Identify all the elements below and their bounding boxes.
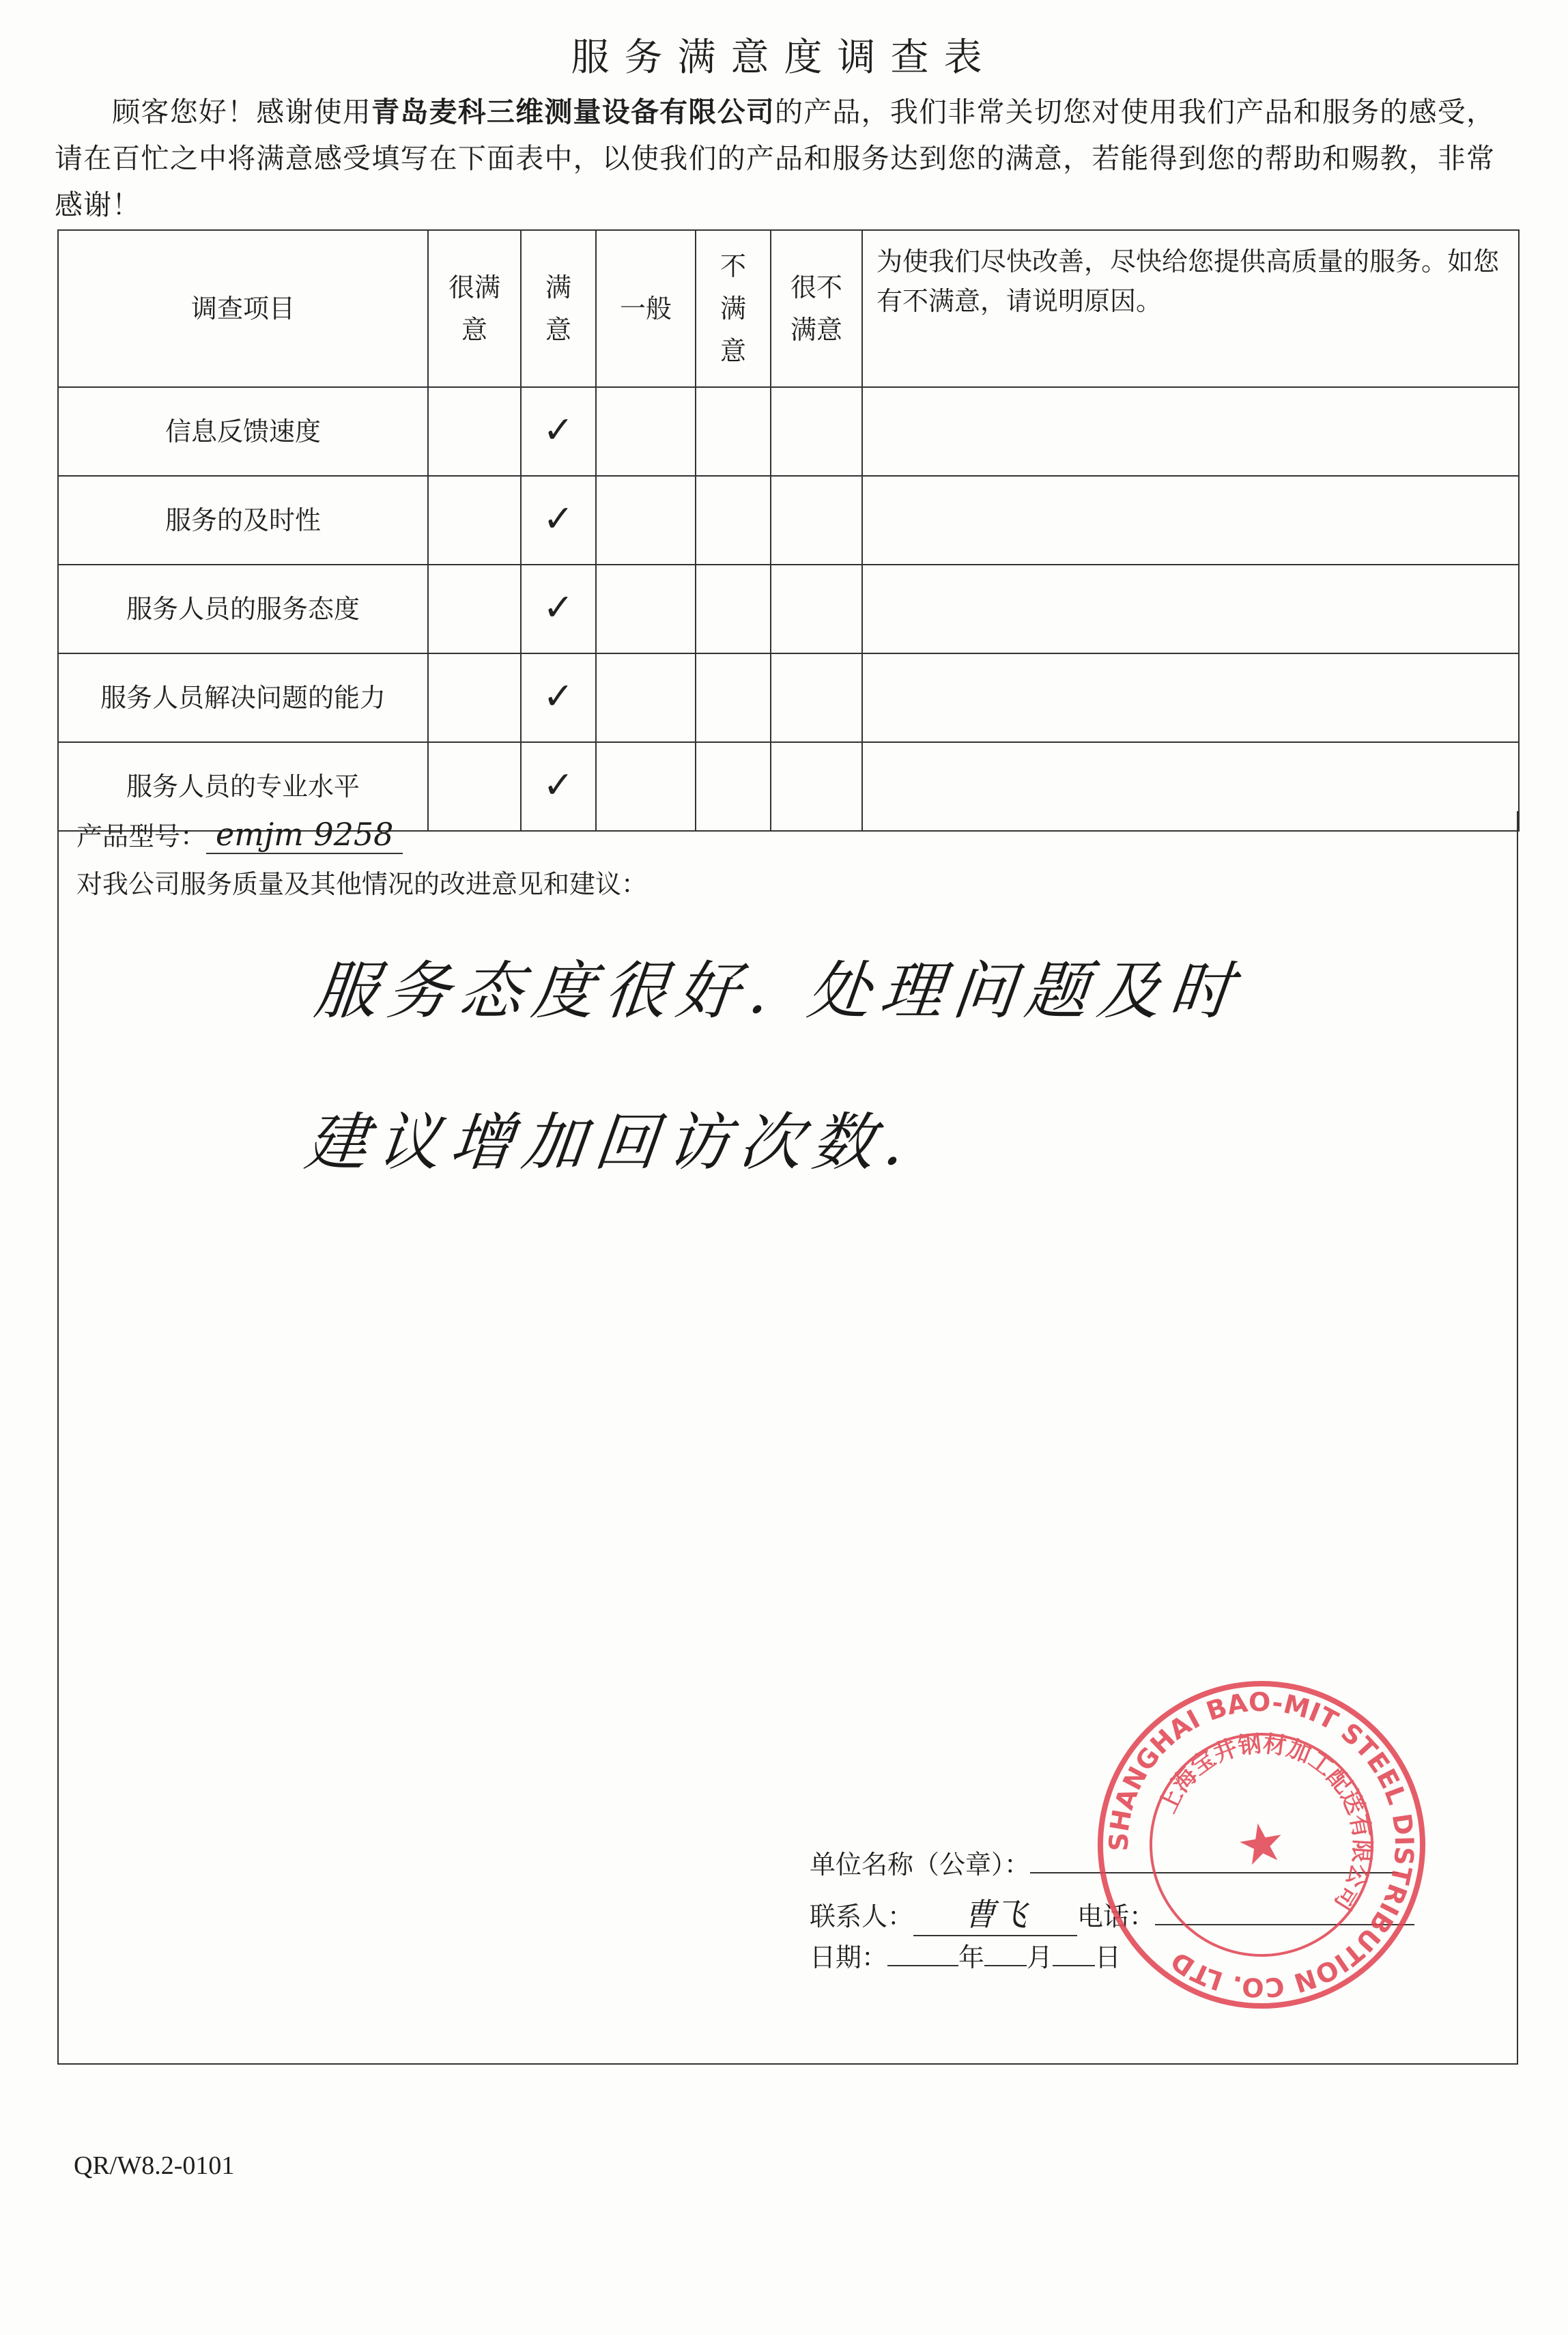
rating-cell-satisfied[interactable] — [521, 653, 596, 742]
rating-cell-average[interactable] — [596, 565, 696, 653]
check-mark-icon: ✓ — [543, 496, 574, 540]
header-unsatisfied: 不满意 — [696, 230, 771, 387]
product-model-value[interactable]: emjm 9258 — [206, 816, 403, 854]
rating-cell-average[interactable] — [596, 387, 696, 476]
rating-cell-very-satisfied[interactable] — [428, 565, 521, 653]
header-average: 一般 — [596, 230, 696, 387]
check-mark-icon: ✓ — [543, 585, 574, 629]
suggestion-line-2[interactable]: 建议增加回访次数. — [301, 1106, 918, 1179]
month-label: 月 — [1027, 1942, 1053, 1972]
survey-item-label: 信息反馈速度 — [58, 387, 428, 476]
table-row — [58, 387, 1519, 476]
header-satisfied: 满意 — [521, 230, 596, 387]
intro-before: 顾客您好！感谢使用 — [112, 96, 372, 128]
survey-table — [57, 229, 1520, 832]
product-model-label: 产品型号： — [76, 821, 207, 851]
reason-cell[interactable] — [862, 387, 1519, 476]
rating-cell-satisfied[interactable] — [521, 387, 596, 476]
reason-cell[interactable] — [862, 565, 1519, 653]
survey-item-label: 服务人员的专业水平 — [58, 742, 428, 831]
header-reason: 为使我们尽快改善，尽快给您提供高质量的服务。如您有不满意，请说明原因。 — [862, 230, 1519, 387]
survey-item-label: 服务的及时性 — [58, 476, 428, 565]
reason-cell[interactable] — [862, 476, 1519, 565]
seal-english-text: SHANGHAI BAO-MIT STEEL DISTRIBUTION CO. LTD — [1103, 1686, 1420, 2003]
suggestions-label: 对我公司服务质量及其他情况的改进意见和建议： — [76, 869, 648, 899]
survey-item-label: 服务人员的服务态度 — [58, 565, 428, 653]
seal-chinese-text: 上海宝井钢材加工配送有限公司 — [1154, 1730, 1376, 1916]
header-very-satisfied: 很满意 — [428, 230, 521, 387]
rating-cell-unsatisfied[interactable] — [696, 565, 771, 653]
rating-cell-very-unsatisfied[interactable] — [771, 565, 862, 653]
month-line[interactable] — [984, 1965, 1027, 1966]
rating-cell-average[interactable] — [596, 653, 696, 742]
day-line[interactable] — [1053, 1965, 1095, 1966]
year-label: 年 — [958, 1942, 985, 1972]
check-mark-icon: ✓ — [543, 763, 574, 806]
check-mark-icon: ✓ — [543, 408, 574, 451]
rating-cell-very-satisfied[interactable] — [428, 653, 521, 742]
intro-after: 的产品，我们非常关切您对使用我们产品和服务的感受，请在百忙之中将满意感受填写在下面表中，以使我们的产品和服务达到您的满意，若能得到您的帮助和赐教，非常感谢！ — [55, 96, 1496, 221]
table-row — [58, 653, 1519, 742]
unit-name-label: 单位名称（公章）： — [810, 1850, 1031, 1880]
company-seal-icon — [1091, 1674, 1432, 2015]
year-line[interactable] — [887, 1965, 958, 1966]
rating-cell-unsatisfied[interactable] — [696, 476, 771, 565]
product-model-row — [76, 815, 403, 854]
suggestion-line-1[interactable]: 服务态度很好. 处理问题及时 — [311, 954, 1246, 1028]
rating-cell-very-satisfied[interactable] — [428, 476, 521, 565]
rating-cell-unsatisfied[interactable] — [696, 653, 771, 742]
rating-cell-very-unsatisfied[interactable] — [771, 476, 862, 565]
rating-cell-satisfied[interactable] — [521, 565, 596, 653]
table-row — [58, 565, 1519, 653]
phone-label: 电话： — [1077, 1901, 1156, 1931]
seal-star: ★ — [1231, 1808, 1292, 1880]
header-item: 调查项目 — [58, 230, 428, 387]
contact-signature[interactable]: 曹飞 — [913, 1890, 1077, 1936]
contact-label: 联系人： — [810, 1901, 914, 1931]
table-header-row — [58, 230, 1519, 387]
table-row — [58, 476, 1519, 565]
check-mark-icon: ✓ — [543, 674, 574, 718]
rating-cell-very-unsatisfied[interactable] — [771, 653, 862, 742]
rating-cell-satisfied[interactable] — [521, 476, 596, 565]
rating-cell-average[interactable] — [596, 476, 696, 565]
date-label: 日期： — [810, 1942, 888, 1972]
form-title: 服务满意度调查表 — [571, 36, 997, 80]
rating-cell-very-satisfied[interactable] — [428, 387, 521, 476]
intro-paragraph — [55, 89, 1495, 228]
company-name: 青岛麦科三维测量设备有限公司 — [371, 96, 775, 128]
header-very-unsatisfied: 很不满意 — [771, 230, 862, 387]
survey-item-label: 服务人员解决问题的能力 — [58, 653, 428, 742]
reason-cell[interactable] — [862, 653, 1519, 742]
document-code: QR/W8.2-0101 — [74, 2151, 235, 2180]
day-label: 日 — [1095, 1942, 1122, 1972]
rating-cell-unsatisfied[interactable] — [696, 387, 771, 476]
date-row — [810, 1936, 1121, 1974]
rating-cell-very-unsatisfied[interactable] — [771, 387, 862, 476]
